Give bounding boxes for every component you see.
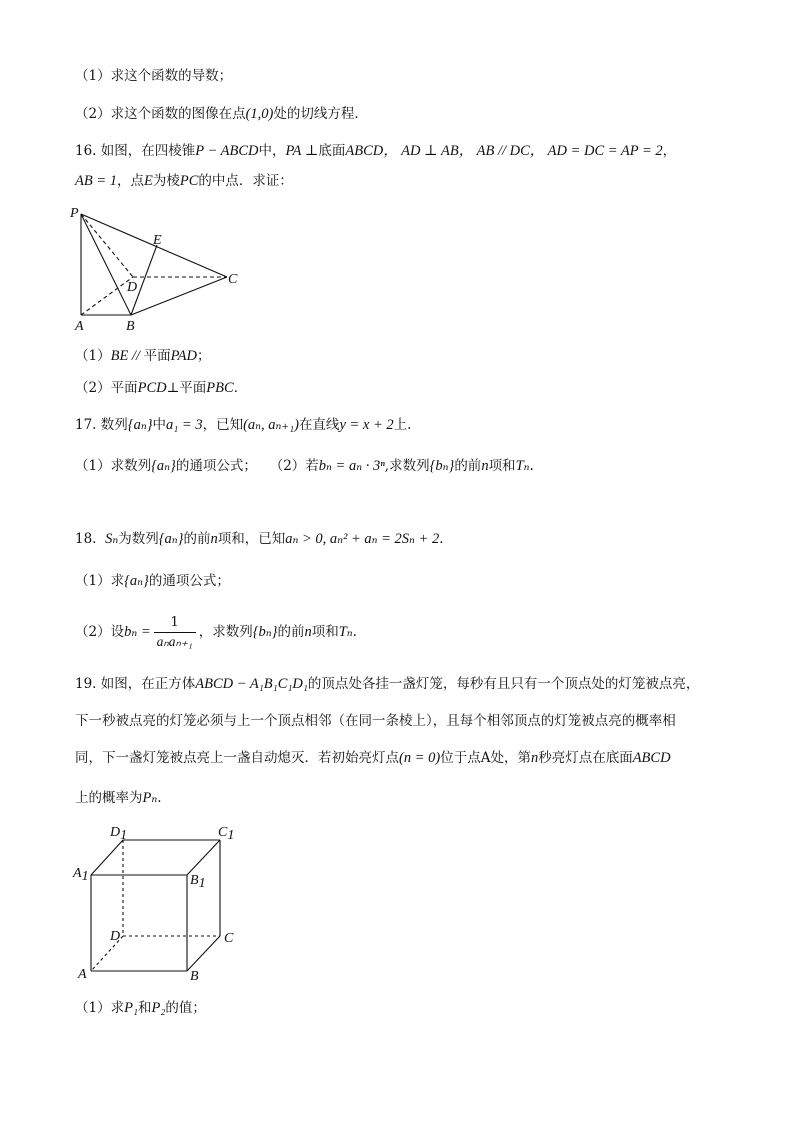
- problem-19-line4: 上的概率为Pₙ.: [75, 790, 162, 806]
- label-C: C: [224, 931, 234, 946]
- problem-18-q1: （1）求{aₙ}的通项公式；: [75, 573, 230, 589]
- edge-AD: [81, 277, 133, 315]
- problem-19-line2: 下一秒被点亮的灯笼必须与上一个顶点相邻（在同一条棱上），且每个相邻顶点的灯笼被点亮的概率相: [75, 713, 676, 729]
- edge-PB: [81, 214, 131, 315]
- edge-C1B1: [187, 840, 220, 875]
- label-B: B: [190, 969, 199, 984]
- edge-BC: [131, 277, 227, 315]
- problem-19-line3: 同，下一盏灯笼被点亮上一盏自动熄灭．若初始亮灯点(n = 0)位于点A处，第n秒亮灯点在底面ABCD: [75, 750, 671, 766]
- prev-q1: （1）求这个函数的导数；: [75, 68, 233, 84]
- label-P: P: [70, 206, 79, 221]
- label-C1: C1: [218, 825, 235, 843]
- label-B1: B1: [190, 873, 206, 891]
- label-D1: D1: [110, 825, 128, 843]
- problem-18-q2: （2）设bₙ = $\frac{1}{\text{aₙaₙ₊₁}}$ ，求数列{bₙ}的前n项和Tₙ.: [75, 615, 357, 649]
- problem-19-q1: （1）求P₁和P₂的值；: [75, 1000, 206, 1016]
- problem-16-line2: AB = 1，点E为棱PC的中点．求证：: [75, 173, 293, 189]
- prev-q2: （2）求这个函数的图像在点(1,0)处的切线方程.: [75, 106, 359, 122]
- label-E: E: [153, 233, 162, 248]
- problem-16-line1: 16. 如图，在四棱锥P − ABCD中，PA ⊥底面ABCD， AD ⊥ AB， AB // DC， AD = DC = AP = 2，: [75, 143, 677, 159]
- cube-figure: [66, 820, 246, 985]
- label-A1: A1: [73, 866, 89, 884]
- label-B: B: [126, 319, 135, 334]
- problem-19-line1: 19. 如图，在正方体ABCD − A₁B₁C₁D₁的顶点处各挂一盏灯笼，每秒有且只有一个顶点处的灯笼被点亮，: [75, 676, 700, 692]
- problem-18-line1: 18. Sₙ为数列{aₙ}的前n项和，已知aₙ > 0, aₙ² + aₙ = 2Sₙ + 2.: [75, 531, 444, 547]
- pyramid-figure: [60, 200, 260, 335]
- problem-17-questions: （1）求数列{aₙ}的通项公式； （2）若bₙ = aₙ · 3ⁿ,求数列{bₙ}的前n项和Tₙ.: [75, 458, 534, 474]
- problem-17-line1: 17. 数列{aₙ}中a₁ = 3，已知(aₙ, aₙ₊₁)在直线y = x + 2上.: [75, 417, 412, 433]
- problem-16-q2: （2）平面PCD⊥平面PBC．: [75, 380, 248, 396]
- problem-16-q1: （1）BE // 平面PAD；: [75, 348, 211, 364]
- label-D: D: [127, 280, 138, 295]
- edge-CB: [187, 936, 220, 971]
- label-D: D: [110, 929, 121, 944]
- label-C: C: [228, 272, 238, 287]
- edge-A1D1: [91, 840, 123, 875]
- label-A: A: [78, 967, 87, 982]
- fraction: $\frac{1}{\text{aₙaₙ₊₁}}$: [154, 614, 196, 651]
- label-A: A: [75, 319, 84, 334]
